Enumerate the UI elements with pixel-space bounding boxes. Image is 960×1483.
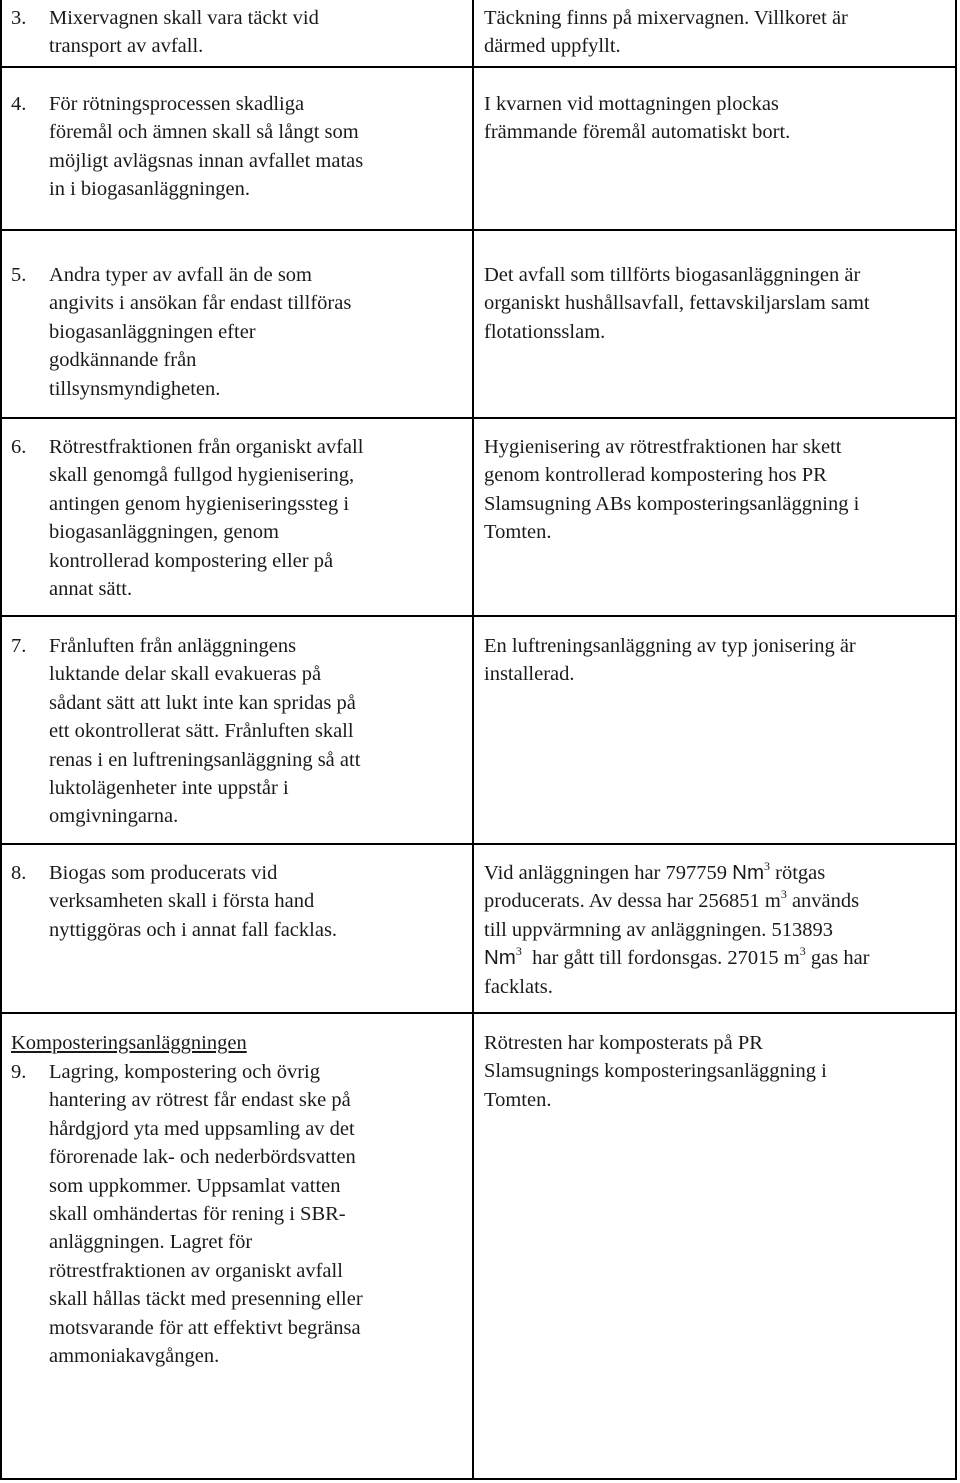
condition-9 [11, 1058, 459, 1370]
text-line: ammoniakavgången. [49, 1345, 220, 1368]
condition-number: 8. [11, 862, 27, 884]
text-line: hårdgjord yta med uppsamling av det [49, 1117, 355, 1140]
text-line: in i biogasanläggningen. [49, 178, 250, 201]
condition-6 [11, 433, 459, 603]
text-line: Tomten. [484, 1088, 552, 1111]
condition-number: 6. [11, 436, 27, 458]
condition-8 [11, 859, 459, 944]
text-line: hantering av rötrest får endast ske på [49, 1089, 351, 1112]
text-line: föremål och ämnen skall så långt som [49, 121, 359, 144]
response-6 [484, 433, 944, 547]
text-line: luktolägenheter inte uppstår i [49, 777, 289, 800]
text-line: sådant sätt att lukt inte kan spridas på [49, 691, 356, 714]
row-divider [0, 615, 957, 617]
condition-number: 5. [11, 264, 27, 286]
text-line: motsvarande för att effektivt begränsa [49, 1316, 361, 1339]
response-5 [484, 261, 944, 346]
text-line: annat sätt. [49, 578, 133, 601]
text-line: omgivningarna. [49, 805, 179, 828]
text-line: installerad. [484, 663, 575, 686]
response-3 [484, 4, 944, 61]
text-line: Frånluften från anläggningens [49, 635, 297, 657]
text-line: I kvarnen vid mottagningen plockas [484, 93, 779, 115]
text-line: skall genomgå fullgod hygienisering, [49, 464, 355, 487]
text-line: nyttiggöras och i annat fall facklas. [49, 918, 338, 941]
condition-number: 3. [11, 7, 27, 29]
text-line: transport av avfall. [49, 35, 204, 58]
section-heading: Komposteringsanläggningen [11, 1032, 247, 1054]
text-line: renas i en luftreningsanläggning så att [49, 748, 361, 771]
text-line: luktande delar skall evakueras på [49, 663, 322, 686]
text-line: Slamsugning ABs komposteringsanläggning i [484, 492, 860, 515]
text-line: antingen genom hygieniseringssteg i [49, 492, 350, 515]
text-line: skall omhändertas för rening i SBR- [49, 1203, 346, 1226]
response-7 [484, 632, 944, 689]
text-line: genom kontrollerad kompostering hos PR [484, 464, 827, 487]
text-line: skall hållas täckt med presenning eller [49, 1288, 363, 1311]
condition-3 [11, 4, 459, 61]
row-divider [0, 229, 957, 231]
text-line: förorenade lak- och nederbördsvatten [49, 1146, 356, 1169]
text-line: angivits i ansökan får endast tillföras [49, 292, 352, 315]
text-line: Det avfall som tillförts biogasanläggningen är [484, 264, 861, 286]
condition-number: 7. [11, 635, 27, 657]
condition-4 [11, 90, 459, 204]
text-line: Andra typer av avfall än de som [49, 264, 312, 286]
text-line: rötrestfraktionen av organiskt avfall [49, 1259, 343, 1282]
row-divider [0, 1012, 957, 1014]
text-line: producerats. Av dessa har 256851 $m^3$ används [484, 887, 860, 913]
text-line: Lagring, kompostering och övrig [49, 1061, 321, 1083]
row-divider [0, 66, 957, 68]
text-line: Rötrestfraktionen från organiskt avfall [49, 436, 364, 458]
text-line: ett okontrollerat sätt. Frånluften skall [49, 720, 354, 743]
text-line: Täckning finns på mixervagnen. Villkoret är [484, 7, 848, 29]
text-line: tillsynsmyndigheten. [49, 377, 221, 400]
response-4 [484, 90, 944, 147]
text-line: godkännande från [49, 349, 197, 372]
row-divider [0, 843, 957, 845]
text-line: Nm$^3$ har gått till fordonsgas. 27015 $m^3$ gas har [484, 944, 870, 970]
row-divider [0, 417, 957, 419]
text-line: anläggningen. Lagret för [49, 1231, 253, 1254]
text-line: Tomten. [484, 521, 552, 544]
text-line: som uppkommer. Uppsamlat vatten [49, 1174, 341, 1197]
text-line: En luftreningsanläggning av typ jonisering är [484, 635, 856, 657]
column-divider [472, 0, 474, 1480]
text-line: facklats. [484, 975, 553, 998]
condition-number: 4. [11, 93, 27, 115]
text-line: Hygienisering av rötrestfraktionen har skett [484, 436, 842, 458]
text-line: flotationsslam. [484, 320, 606, 343]
text-line: biogasanläggningen, genom [49, 521, 280, 544]
response-8 [484, 859, 944, 1001]
condition-5 [11, 261, 459, 403]
text-line: Vid anläggningen har 797759 Nm$^3$ rötgas [484, 859, 826, 884]
condition-7 [11, 632, 459, 831]
text-line: verksamheten skall i första hand [49, 890, 315, 913]
text-line: För rötningsprocessen skadliga [49, 93, 305, 115]
text-line: Biogas som producerats vid [49, 862, 278, 884]
text-line: organiskt hushållsavfall, fettavskiljarslam samt [484, 292, 870, 315]
text-line: kontrollerad kompostering eller på [49, 549, 334, 572]
condition-number: 9. [11, 1061, 27, 1083]
text-line: Rötresten har komposterats på PR [484, 1032, 763, 1054]
text-line: möjligt avlägsnas innan avfallet matas [49, 149, 364, 172]
text-line: biogasanläggningen efter [49, 320, 256, 343]
text-line: främmande föremål automatiskt bort. [484, 121, 791, 144]
text-line: därmed uppfyllt. [484, 35, 621, 58]
text-line: Mixervagnen skall vara täckt vid [49, 7, 319, 29]
response-9 [484, 1029, 944, 1114]
text-line: till uppvärmning av anläggningen. 513893 [484, 918, 834, 941]
text-line: Slamsugnings komposteringsanläggning i [484, 1060, 827, 1083]
